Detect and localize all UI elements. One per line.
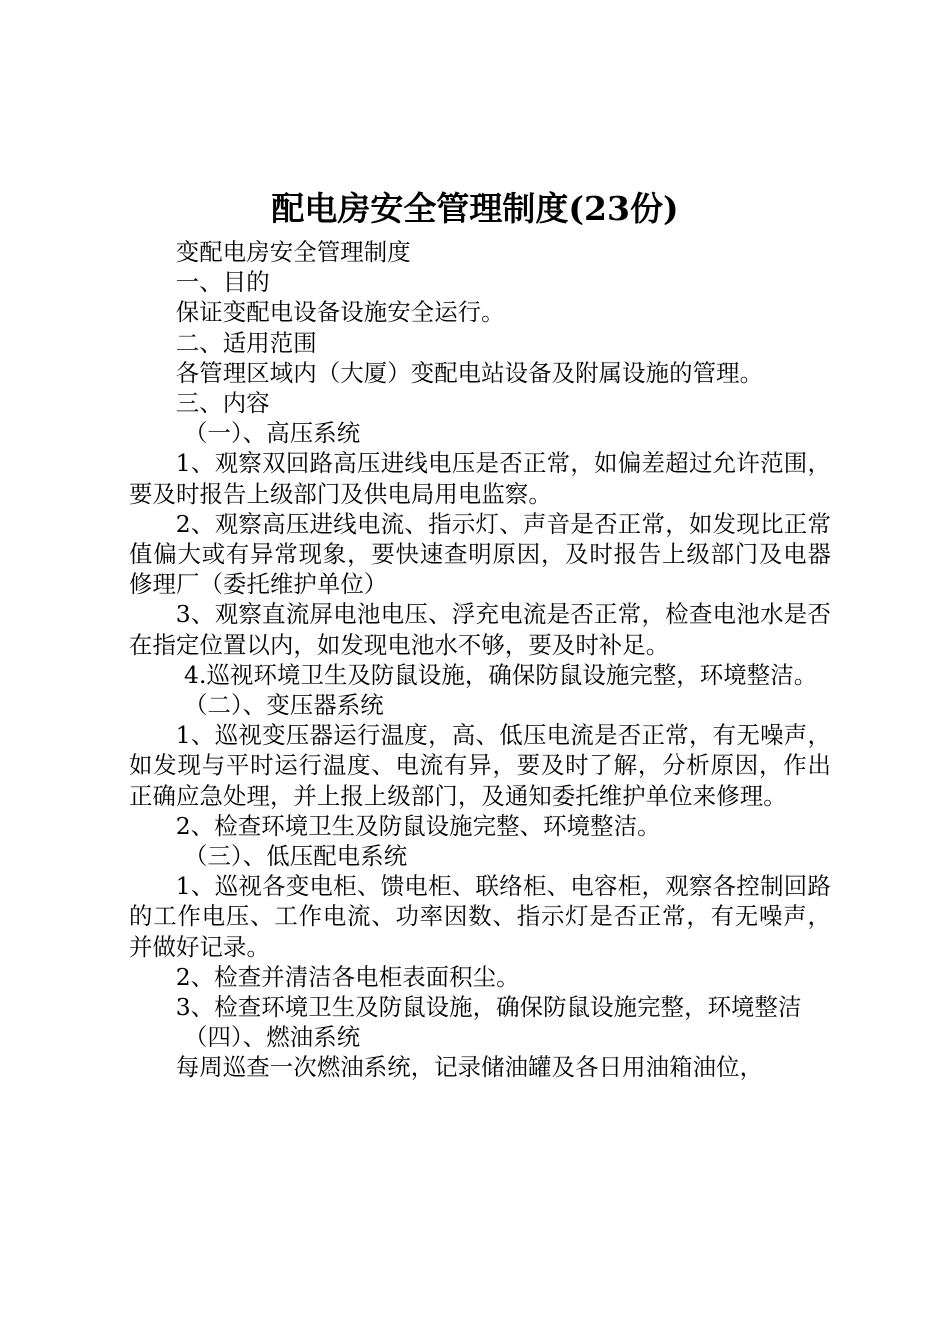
paragraph: 2、检查环境卫生及防鼠设施完整、环境整洁。 — [175, 811, 661, 840]
paragraph: 三、内容 — [175, 389, 270, 418]
paragraph: 2、检查并清洁各电柜表面积尘。 — [175, 962, 520, 991]
paragraph: 每周巡查一次燃油系统，记录储油罐及各日用油箱油位， — [175, 1053, 764, 1082]
paragraph: （四）、燃油系统 — [183, 1023, 361, 1052]
paragraph: 二、适用范围 — [175, 328, 317, 357]
paragraph: 1、观察双回路高压进线电压是否正常，如偏差超过允许范围，要及时报告上级部门及供电局用电监察。 — [129, 449, 831, 508]
paragraph: 1、巡视各变电柜、馈电柜、联络柜、电容柜，观察各控制回路的工作电压、工作电流、功率因数、指示灯是否正常，有无噪声，并做好记录。 — [129, 872, 831, 961]
paragraph: （一）、高压系统 — [183, 419, 361, 448]
paragraph: 3、观察直流屏电池电压、浮充电流是否正常，检查电池水是否在指定位置以内，如发现电池水不够，要及时补足。 — [129, 600, 831, 659]
paragraph: 2、观察高压进线电流、指示灯、声音是否正常，如发现比正常值偏大或有异常现象，要快速查明原因，及时报告上级部门及电器修理厂（委托维护单位） — [129, 509, 831, 599]
paragraph: （三）、低压配电系统 — [183, 842, 408, 871]
document-body — [129, 237, 831, 1083]
paragraph: （二）、变压器系统 — [183, 691, 384, 720]
paragraph: 变配电房安全管理制度 — [175, 238, 411, 266]
paragraph: 3、检查环境卫生及防鼠设施，确保防鼠设施完整，环境整洁 — [175, 993, 802, 1022]
paragraph: 各管理区域内（大厦）变配电站设备及附属设施的管理。 — [175, 358, 764, 387]
paragraph: 4.巡视环境卫生及防鼠设施，确保防鼠设施完整，环境整洁。 — [183, 660, 818, 689]
paragraph: 一、目的 — [175, 268, 270, 297]
document-title: 配电房安全管理制度(23份) — [271, 189, 679, 228]
paragraph: 保证变配电设备设施安全运行。 — [175, 298, 505, 327]
paragraph: 1、巡视变压器运行温度，高、低压电流是否正常，有无噪声，如发现与平时运行温度、电流有异，要及时了解，分析原因，作出正确应急处理，并上报上级部门，及通知委托维护单位来修理。 — [129, 721, 831, 810]
